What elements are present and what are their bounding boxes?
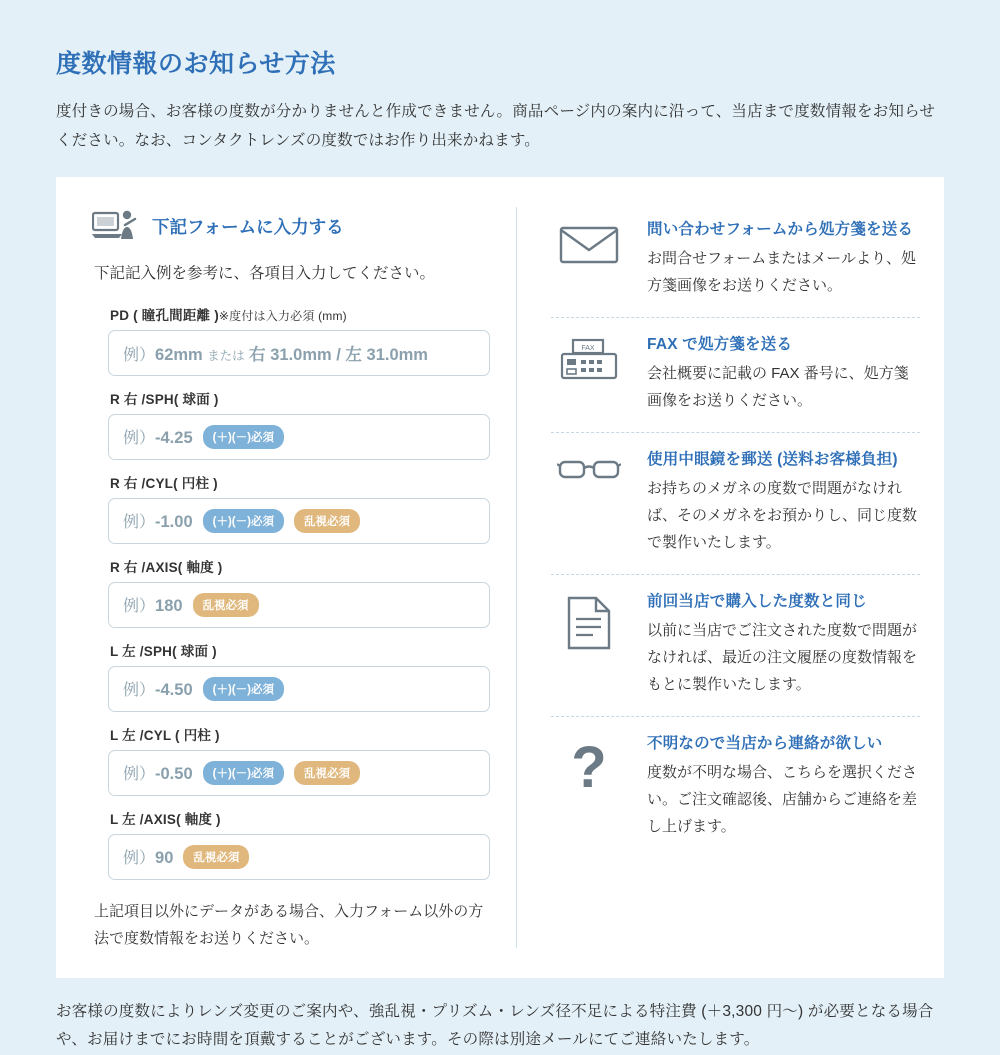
field-l-sph-input[interactable]: 例）-4.50 (＋)(－)必須	[108, 666, 490, 712]
field-r-axis	[108, 556, 490, 628]
field-l-axis	[108, 808, 490, 880]
field-pd-label: PD ( 瞳孔間距離 )※度付は入力必須 (mm)	[110, 307, 347, 323]
svg-text:FAX: FAX	[581, 345, 595, 353]
method-text: 以前に当店でご注文された度数で問題がなければ、最近の注文履歴の度数情報をもとに製作いたします。	[647, 622, 918, 694]
tag-sign-required: (＋)(－)必須	[203, 509, 284, 533]
document-icon	[551, 589, 627, 698]
tag-sign-required: (＋)(－)必須	[203, 761, 284, 785]
envelope-icon	[551, 217, 627, 299]
form-entry-heading-label: 下記フォームに入力する	[152, 216, 344, 237]
method-text: お持ちのメガネの度数で問題がなければ、そのメガネをお預かりし、同じ度数で製作いたします。	[647, 480, 918, 552]
form-entry-subtext: 下記記入例を参考に、各項目入力してください。	[94, 265, 436, 283]
tag-astigmatism-required: 乱視必須	[193, 593, 259, 617]
info-panel	[56, 177, 944, 977]
tag-astigmatism-required: 乱視必須	[183, 845, 249, 869]
field-l-cyl	[108, 724, 490, 796]
tag-astigmatism-required: 乱視必須	[294, 509, 360, 533]
method-text: 度数が不明な場合、こちらを選択ください。ご注文確認後、店舗からご連絡を差し上げます。	[647, 764, 918, 836]
method-title: 使用中眼鏡を郵送 (送料お客様負担)	[647, 451, 898, 469]
form-entry-footnote: 上記項目以外にデータがある場合、入力フォーム以外の方法で度数情報をお送りください。	[94, 902, 484, 947]
method-title: FAX で処方箋を送る	[647, 336, 793, 354]
tag-sign-required: (＋)(－)必須	[203, 677, 284, 701]
question-mark-icon	[551, 731, 627, 840]
page-title: 度数情報のお知らせ方法	[56, 50, 336, 78]
svg-text:?: ?	[571, 737, 607, 798]
field-r-axis-input[interactable]: 例）180 乱視必須	[108, 582, 490, 628]
field-l-cyl-label: L 左 /CYL ( 円柱 )	[110, 727, 220, 743]
method-item-previous-order[interactable]	[551, 575, 920, 717]
method-text: 会社概要に記載の FAX 番号に、処方箋画像をお送りください。	[647, 365, 909, 410]
field-r-sph-label: R 右 /SPH( 球面 )	[110, 391, 219, 407]
method-item-fax[interactable]	[551, 318, 920, 433]
glasses-icon	[551, 447, 627, 556]
fax-icon	[551, 332, 627, 414]
alternative-methods-column	[517, 203, 920, 951]
method-title: 問い合わせフォームから処方箋を送る	[647, 221, 914, 239]
form-entry-column	[86, 203, 516, 951]
tag-astigmatism-required: 乱視必須	[294, 761, 360, 785]
method-item-contact-form[interactable]	[551, 203, 920, 318]
method-title: 不明なので当店から連絡が欲しい	[647, 735, 883, 753]
field-r-cyl-label: R 右 /CYL( 円柱 )	[110, 475, 218, 491]
page-lead-text: 度付きの場合、お客様の度数が分かりませんと作成できません。商品ページ内の案内に沿って、当店まで度数情報をお知らせください。なお、コンタクトレンズの度数ではお作り出来かねます。	[56, 103, 936, 149]
field-l-sph	[108, 640, 490, 712]
form-input-icon	[92, 209, 138, 243]
method-item-unknown-contact-me[interactable]	[551, 717, 920, 858]
method-item-send-glasses[interactable]	[551, 433, 920, 575]
method-title: 前回当店で購入した度数と同じ	[647, 593, 867, 611]
field-r-axis-label: R 右 /AXIS( 軸度 )	[110, 559, 223, 575]
field-r-sph	[108, 388, 490, 460]
tag-sign-required: (＋)(－)必須	[203, 425, 284, 449]
field-r-cyl	[108, 472, 490, 544]
field-r-cyl-input[interactable]: 例）-1.00 (＋)(－)必須 乱視必須	[108, 498, 490, 544]
footer-note: お客様の度数によりレンズ変更のご案内や、強乱視・プリズム・レンズ径不足による特注費 (＋3,300 円〜) が必要となる場合や、お届けまでにお時間を頂戴することがございます。その際は別途メールにてご連絡いたします。	[56, 1002, 934, 1049]
field-l-axis-label: L 左 /AXIS( 軸度 )	[110, 811, 221, 827]
field-l-cyl-input[interactable]: 例）-0.50 (＋)(－)必須 乱視必須	[108, 750, 490, 796]
method-text: お問合せフォームまたはメールより、処方箋画像をお送りください。	[647, 250, 916, 295]
form-entry-heading	[92, 209, 490, 243]
field-r-sph-input[interactable]: 例）-4.25 (＋)(－)必須	[108, 414, 490, 460]
field-pd-input[interactable]: 例）62mm または 右 31.0mm / 左 31.0mm	[108, 330, 490, 376]
field-l-sph-label: L 左 /SPH( 球面 )	[110, 643, 217, 659]
field-l-axis-input[interactable]: 例）90 乱視必須	[108, 834, 490, 880]
field-pd	[108, 304, 490, 376]
